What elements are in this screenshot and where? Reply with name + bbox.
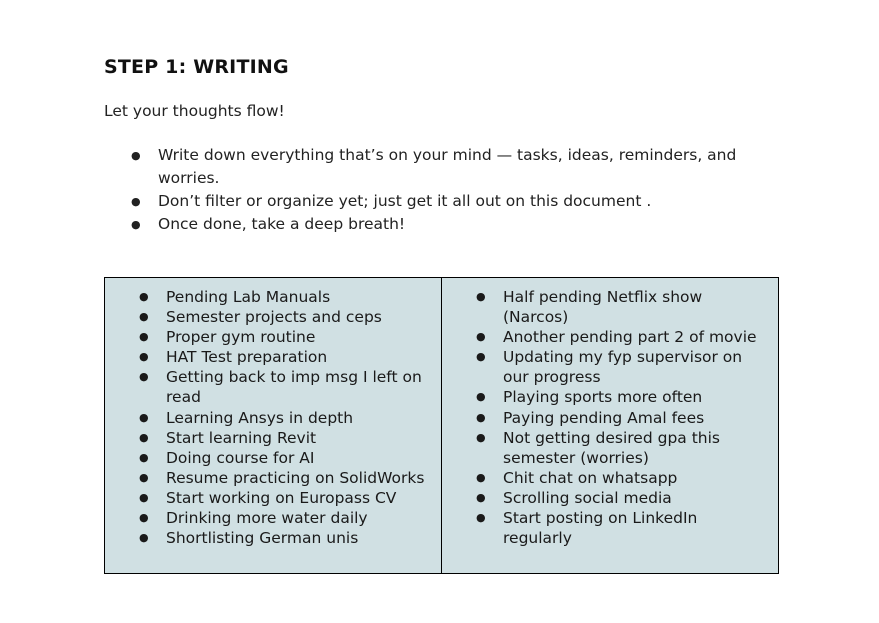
list-item: ● Drinking more water daily [105, 508, 441, 528]
list-item: ● Pending Lab Manuals [105, 287, 441, 307]
instruction-list [104, 144, 780, 236]
instruction-item: ● Once done, take a deep breath! [104, 213, 780, 236]
right-column-list [442, 287, 778, 548]
list-item: ● Not getting desired gpa this semester (worries) [442, 428, 778, 468]
intro-text: Let your thoughts flow! [104, 102, 285, 120]
list-item: ● Another pending part 2 of movie [442, 327, 778, 347]
list-item: ● Chit chat on whatsapp [442, 468, 778, 488]
list-item: ● Shortlisting German unis [105, 528, 441, 548]
list-item: ● Getting back to imp msg I left on read [105, 367, 441, 407]
list-item: ● Start posting on LinkedIn regularly [442, 508, 778, 548]
step-heading: STEP 1: WRITING [104, 56, 289, 78]
list-item: ● Updating my fyp supervisor on our progress [442, 347, 778, 387]
list-item: ● Start working on Europass CV [105, 488, 441, 508]
left-column-cell[interactable] [105, 278, 441, 573]
list-item: ● Scrolling social media [442, 488, 778, 508]
list-item: ● Doing course for AI [105, 448, 441, 468]
list-item: ● Proper gym routine [105, 327, 441, 347]
list-item: ● Resume practicing on SolidWorks [105, 468, 441, 488]
list-item: ● Start learning Revit [105, 428, 441, 448]
list-item: ● Playing sports more often [442, 387, 778, 407]
left-column-list [105, 287, 441, 548]
list-item: ● HAT Test preparation [105, 347, 441, 367]
brain-dump-table [104, 277, 779, 574]
list-item: ● Half pending Netflix show (Narcos) [442, 287, 778, 327]
list-item: ● Paying pending Amal fees [442, 408, 778, 428]
list-item: ● Learning Ansys in depth [105, 408, 441, 428]
instruction-item: ● Write down everything that’s on your mind — tasks, ideas, reminders, and worries. [104, 144, 780, 190]
right-column-cell[interactable] [441, 278, 778, 573]
instruction-item: ● Don’t filter or organize yet; just get it all out on this document . [104, 190, 780, 213]
list-item: ● Semester projects and ceps [105, 307, 441, 327]
